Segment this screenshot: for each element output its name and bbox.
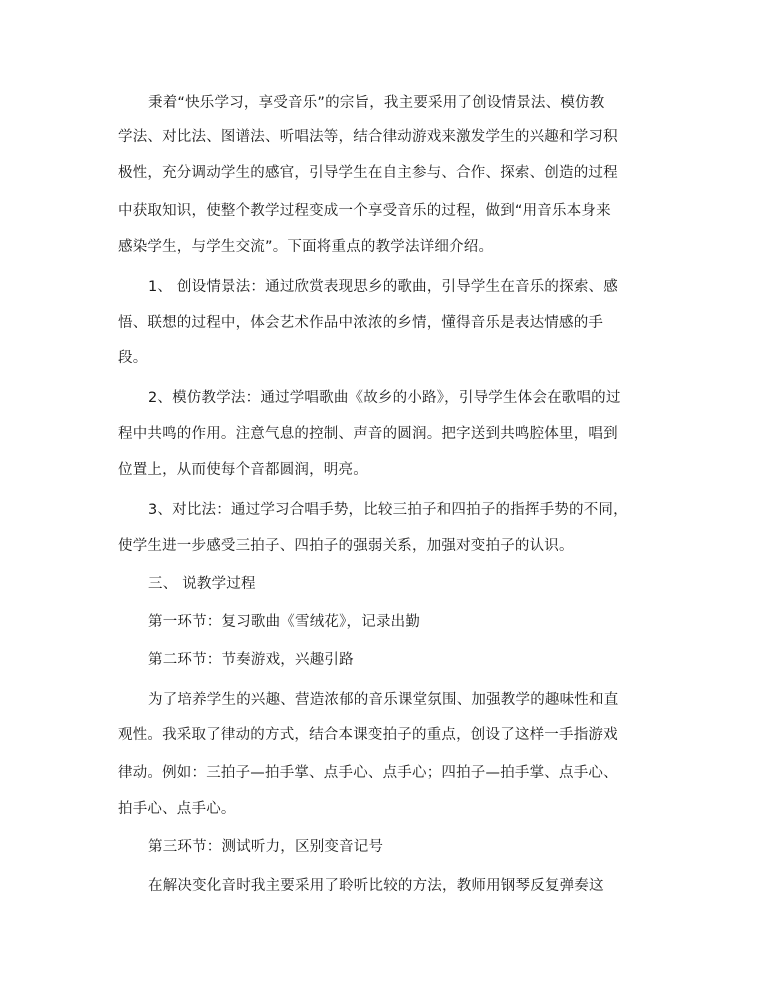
paragraph-line: 观性。我采取了律动的方式，结合本课变拍子的重点，创设了这样一手指游戏 <box>118 727 618 743</box>
paragraph-line: 极性，充分调动学生的感官，引导学生在自主参与、合作、探索、创造的过程 <box>118 165 618 181</box>
paragraph-line: 使学生进一步感受三拍子、四拍子的强弱关系，加强对变拍子的认识。 <box>118 538 574 554</box>
paragraph-line: 感染学生，与学生交流”。下面将重点的教学法详细介绍。 <box>118 239 494 255</box>
paragraph-line: 秉着“快乐学习，享受音乐”的宗旨，我主要采用了创设情景法、模仿教 <box>148 95 605 111</box>
paragraph-line: 拍手心、点手心。 <box>118 801 236 817</box>
paragraph-line: 3、对比法：通过学习合唱手势，比较三拍子和四拍子的指挥手势的不同， <box>148 502 628 518</box>
paragraph-line: 中获取知识，使整个教学过程变成一个享受音乐的过程，做到“用音乐本身来 <box>118 203 611 219</box>
paragraph-line: 段。 <box>118 350 148 366</box>
paragraph-line: 位置上，从而使每个音都圆润，明亮。 <box>118 462 368 478</box>
paragraph-line: 1、 创设情景法：通过欣赏表现思乡的歌曲，引导学生在音乐的探索、感 <box>148 279 618 295</box>
section-heading: 三、 说教学过程 <box>148 576 256 592</box>
paragraph-line: 第三环节：测试听力，区别变音记号 <box>148 839 384 855</box>
paragraph-line: 律动。例如：三拍子—拍手掌、点手心、点手心；四拍子—拍手掌、点手心、 <box>118 765 618 781</box>
paragraph-line: 在解决变化音时我主要采用了聆听比较的方法，教师用钢琴反复弹奏这 <box>148 878 604 894</box>
paragraph-line: 为了培养学生的兴趣、营造浓郁的音乐课堂氛围、加强教学的趣味性和直 <box>148 692 619 708</box>
paragraph-line: 学法、对比法、图谱法、听唱法等，结合律动游戏来激发学生的兴趣和学习积 <box>118 129 618 145</box>
paragraph-line: 第一环节：复习歌曲《雪绒花》，记录出勤 <box>148 614 421 630</box>
paragraph-line: 程中共鸣的作用。注意气息的控制、声音的圆润。把字送到共鸣腔体里，唱到 <box>118 426 618 442</box>
paragraph-line: 悟、联想的过程中，体会艺术作品中浓浓的乡情，懂得音乐是表达情感的手 <box>118 315 604 331</box>
paragraph-line: 2、模仿教学法：通过学唱歌曲《故乡的小路》，引导学生体会在歌唱的过 <box>148 390 621 406</box>
paragraph-line: 第二环节：节奏游戏，兴趣引路 <box>148 652 354 668</box>
